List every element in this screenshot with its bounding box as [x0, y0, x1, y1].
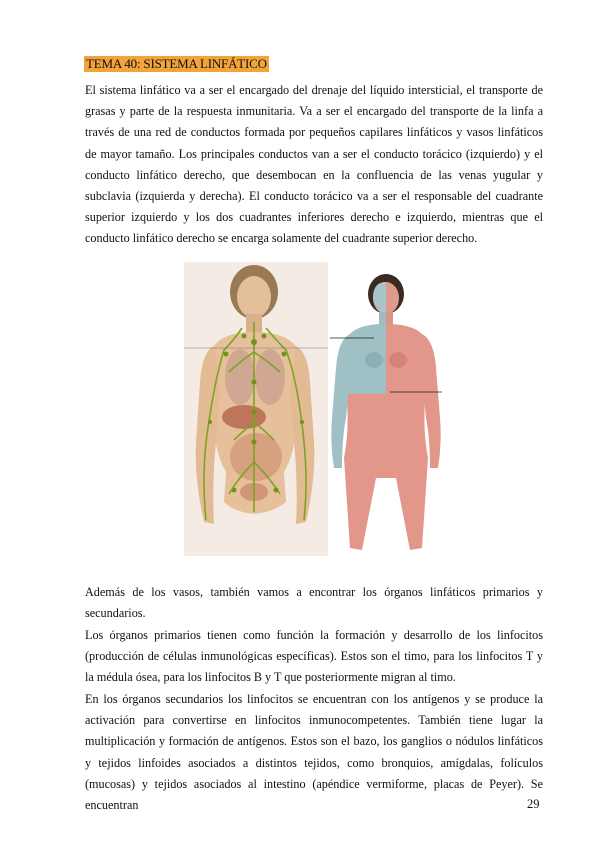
drainage-regions-body [330, 274, 442, 550]
primary-organs-paragraph: Los órganos primarios tienen como función la formación y desarrollo de los linfocitos (producción de células inmunológicas específicas). Estos son el timo, para los linfocitos T y la médula ósea, para los linfocitos B y T que posteriormente migran al timo. [85, 628, 543, 685]
secondary-organs-paragraph: En los órganos secundarios los linfocitos se encuentran con los antígenos y se produce la activación para convertirse en linfocitos inmunocompetentes. También tiene lugar la multiplicación y formación de antígenos. Estos son el bazo, los ganglios o nódulos linfáticos y tejidos linfoides asociados a distintos tejidos, como bronquios, amígdalas, folículos (mucosas) y tejidos asociados al intestino (apéndice vermiforme, placas de Peyer). Se encuentran [85, 692, 543, 813]
lymphatic-system-figure [184, 262, 444, 558]
page-number: 29 [527, 797, 540, 811]
liver [222, 405, 266, 429]
intro-paragraph: El sistema linfático va a ser el encargado del drenaje del líquido intersticial, el transporte de grasas y parte de la respuesta inmunitaria. Va a ser el encargado del transporte de la linfa a través de una red de conductos formada por pequeños capilares linfáticos y vasos linfáticos de mayor tamaño. Los principales conductos van a ser el conducto torácico (izquierdo) y el conducto linfático derecho, que desembocan en la confluencia de las venas yugular y subclavia (izquierda y derecha). El conducto torácico va a ser el responsable del cuadrante superior izquierdo y los dos cuadrantes inferiores derecho e izquierdo, mientras que el conducto linfático derecho se encarga solamente del cuadrante superior derecho. [85, 83, 543, 246]
section-heading: TEMA 40: SISTEMA LINFÁTICO [86, 56, 267, 71]
organs-paragraph: Además de los vasos, también vamos a encontrar los órganos linfáticos primarios y secundarios. [85, 585, 543, 621]
intestines [230, 433, 282, 481]
lungs [225, 349, 255, 405]
